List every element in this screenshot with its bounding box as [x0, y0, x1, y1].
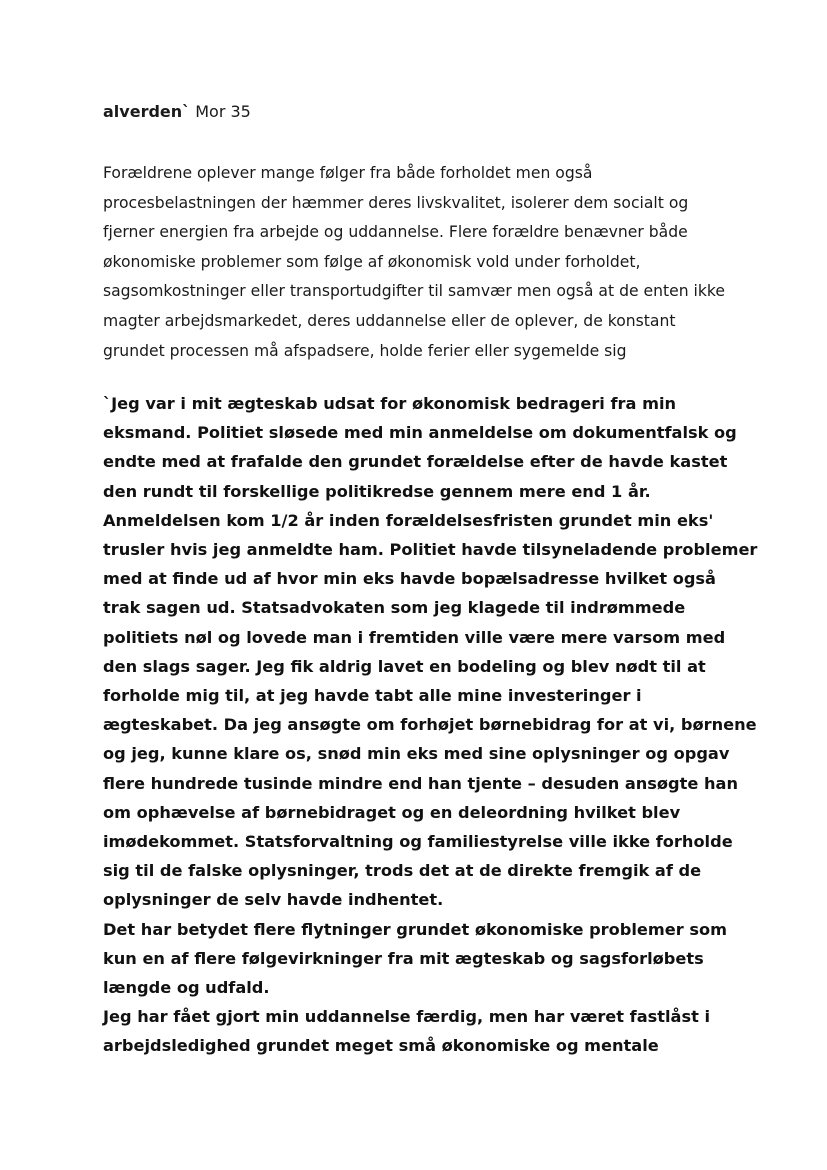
- quote-line: ægteskabet. Da jeg ansøgte om forhøjet børnebidrag for at vi, børnene: [103, 715, 757, 735]
- quote-line: Jeg har fået gjort min uddannelse færdig, men har været fastlåst i: [103, 1007, 711, 1027]
- intro-line: sagsomkostninger eller transportudgifter til samvær men også at de enten ikke: [103, 282, 725, 301]
- quote-line: den rundt til forskellige politikredse gennem mere end 1 år.: [103, 481, 651, 501]
- quote-line: endte med at frafalde den grundet forældelse efter de havde kastet: [103, 452, 728, 472]
- quote-line: Det har betydet flere flytninger grundet økonomiske problemer som: [103, 919, 727, 939]
- quote-line: politiets nøl og lovede man i fremtiden ville være mere varsom med: [103, 627, 726, 647]
- quote-line: om ophævelse af børnebidraget og en deleordning hvilket blev: [103, 802, 681, 822]
- quote-line: med at finde ud af hvor min eks havde bopælsadresse hvilket også: [103, 569, 716, 589]
- quote-line: den slags sager. Jeg fik aldrig lavet en bodeling og blev nødt til at: [103, 656, 706, 676]
- quote-line: imødekommet. Statsforvaltning og familiestyrelse ville ikke forholde: [103, 832, 733, 852]
- intro-line: procesbelastningen der hæmmer deres livskvalitet, isolerer dem socialt og: [103, 193, 689, 212]
- header-label: Mor 35: [190, 102, 251, 121]
- quote-line: `Jeg var i mit ægteskab udsat for økonomisk bedrageri fra min: [103, 394, 677, 413]
- quote-line: oplysninger de selv havde indhentet.: [103, 890, 444, 910]
- intro-line: økonomiske problemer som følge af økonomisk vold under forholdet,: [103, 252, 641, 271]
- quote-line: og jeg, kunne klare os, snød min eks med sine oplysninger og opgav: [103, 744, 730, 764]
- quote-line: eksmand. Politiet sløsede med min anmeldelse om dokumentfalsk og: [103, 423, 737, 443]
- quote-line: Anmeldelsen kom 1/2 år inden forældelsesfristen grundet min eks': [103, 510, 714, 530]
- intro-line: Forældrene oplever mange følger fra både forholdet men også: [103, 164, 593, 182]
- quote-line: længde og udfald.: [103, 978, 270, 998]
- quote-line: flere hundrede tusinde mindre end han tjente – desuden ansøgte han: [103, 773, 738, 793]
- intro-line: magter arbejdsmarkedet, deres uddannelse eller de oplever, de konstant: [103, 311, 676, 330]
- quote-line: arbejdsledighed grundet meget små økonomiske og mentale: [103, 1036, 659, 1056]
- quote-paragraph: [103, 389, 803, 1061]
- quote-line: trusler hvis jeg anmeldte ham. Politiet havde tilsyneladende problemer: [103, 540, 758, 560]
- header-tick: `: [182, 102, 191, 121]
- intro-line: fjerner energien fra arbejde og uddannelse. Flere forældre benævner både: [103, 223, 688, 242]
- page-header: [103, 101, 251, 123]
- quote-line: trak sagen ud. Statsadvokaten som jeg klagede til indrømmede: [103, 598, 686, 618]
- quote-line: forholde mig til, at jeg havde tabt alle mine investeringer i: [103, 686, 642, 706]
- intro-line: grundet processen må afspadsere, holde ferier eller sygemelde sig: [103, 341, 627, 360]
- intro-paragraph: [103, 159, 793, 366]
- header-brand: alverden: [103, 102, 183, 121]
- quote-line: sig til de falske oplysninger, trods det at de direkte fremgik af de: [103, 861, 702, 881]
- quote-line: kun en af flere følgevirkninger fra mit ægteskab og sagsforløbets: [103, 948, 704, 968]
